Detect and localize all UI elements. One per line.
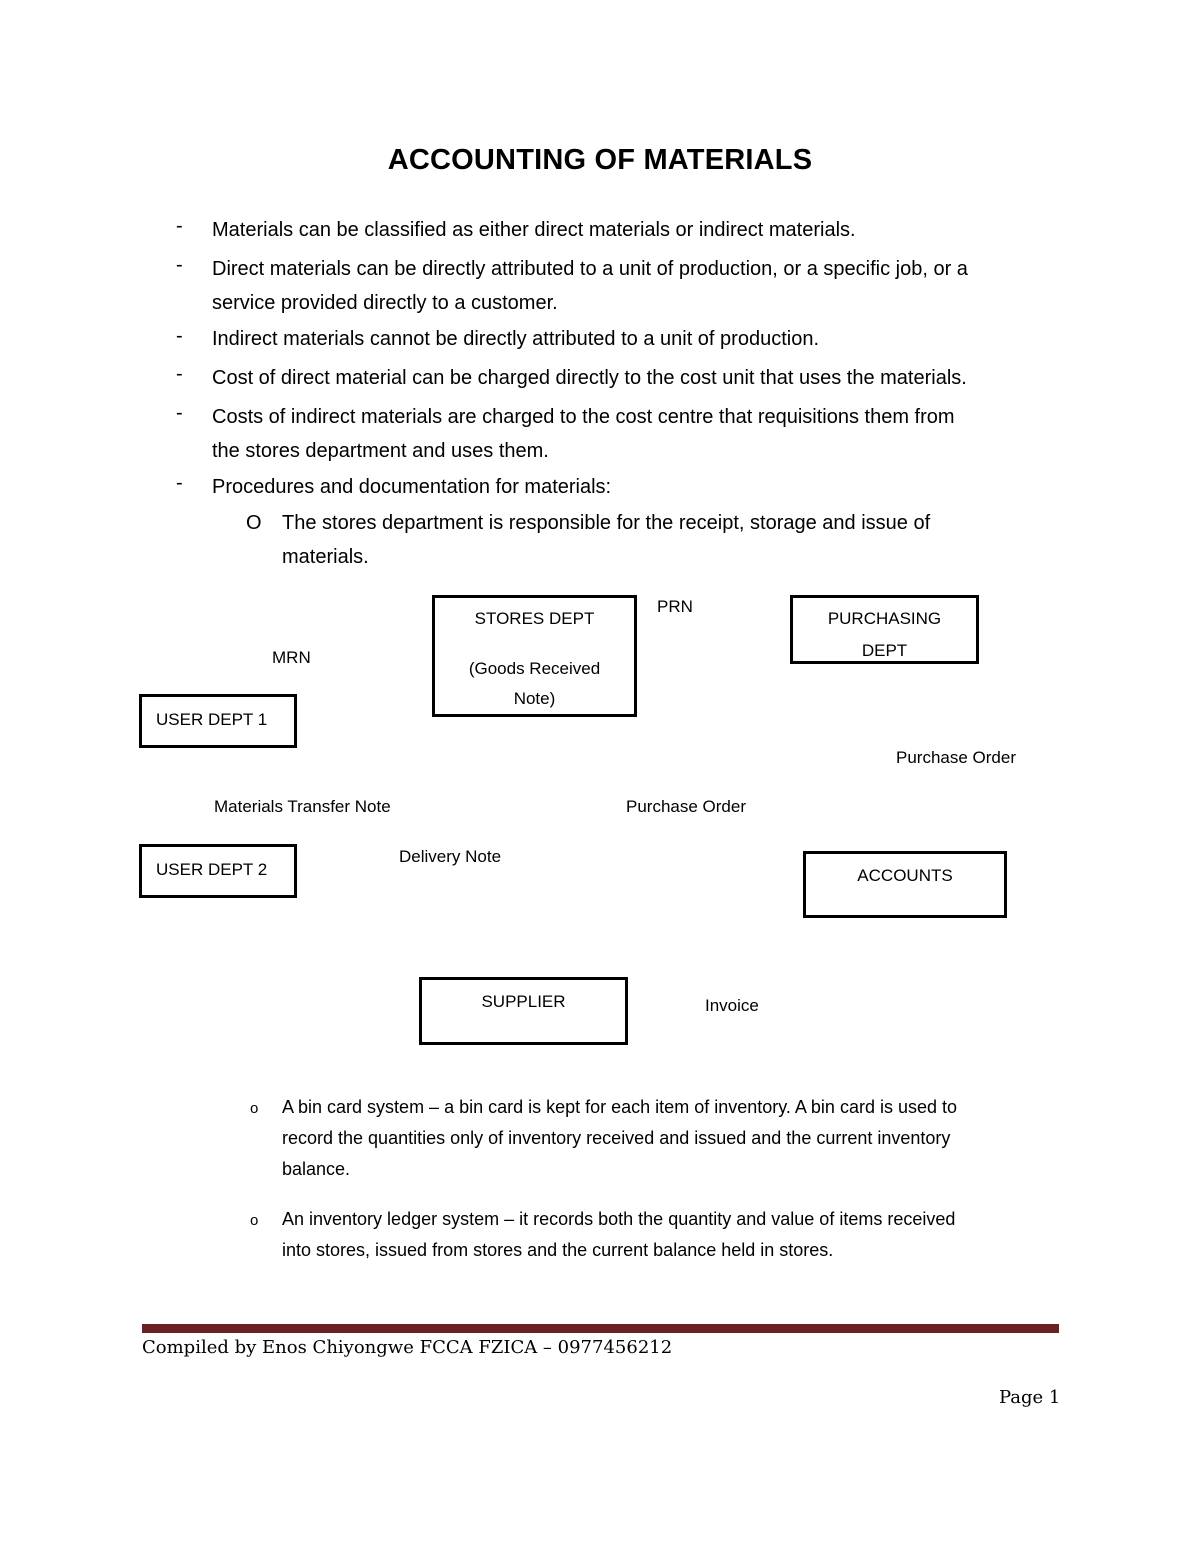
purchasing-dept-line2: DEPT — [861, 641, 908, 660]
stores-dept-box — [432, 595, 637, 717]
sub-bullet-text: The stores department is responsible for the receipt, storage and issue of — [282, 512, 931, 534]
bullet-marker: - — [176, 363, 183, 385]
stores-dept-title: STORES DEPT — [474, 609, 595, 628]
system-text: into stores, issued from stores and the current balance held in stores. — [282, 1240, 834, 1260]
stores-dept-note: (Goods Received — [468, 659, 601, 678]
bullet-text: Costs of indirect materials are charged to the cost centre that requisitions them from — [212, 406, 955, 428]
invoice-label: Invoice — [705, 996, 759, 1015]
purchase-order-label-right: Purchase Order — [896, 748, 1016, 767]
bullet-marker: - — [176, 254, 183, 276]
user-dept-1-label: USER DEPT 1 — [156, 710, 268, 729]
delivery-note-label: Delivery Note — [399, 847, 502, 866]
sub-bullet-marker: O — [246, 512, 262, 534]
stores-dept-note-2: Note) — [513, 689, 556, 708]
mrn-label: MRN — [272, 648, 311, 667]
bullet-marker: - — [176, 472, 183, 494]
system-marker: o — [250, 1100, 259, 1117]
prn-label: PRN — [657, 597, 693, 616]
accounts-box — [803, 851, 1007, 918]
purchase-order-label-mid: Purchase Order — [626, 797, 746, 816]
bullet-text: Indirect materials cannot be directly attributed to a unit of production. — [212, 328, 820, 350]
footer-compiled-by: Compiled by Enos Chiyongwe FCCA FZICA – 0977456212 — [142, 1337, 673, 1358]
materials-transfer-note-label: Materials Transfer Note — [214, 797, 391, 816]
system-text: balance. — [282, 1159, 351, 1179]
bullet-text: Cost of direct material can be charged directly to the cost unit that uses the materials. — [212, 367, 967, 389]
bullet-text: Materials can be classified as either direct materials or indirect materials. — [212, 219, 856, 241]
bullet-marker: - — [176, 215, 183, 237]
system-text: record the quantities only of inventory received and issued and the current inventory — [282, 1128, 951, 1148]
user-dept-1-box — [139, 694, 297, 748]
page-title: ACCOUNTING OF MATERIALS — [387, 144, 813, 176]
user-dept-2-box — [139, 844, 297, 898]
purchasing-dept-line1: PURCHASING — [827, 609, 942, 628]
bullet-text: service provided directly to a customer. — [212, 292, 558, 314]
accounts-label: ACCOUNTS — [857, 866, 953, 885]
system-text: A bin card system – a bin card is kept for each item of inventory. A bin card is used to — [282, 1097, 958, 1117]
sub-bullet-text: materials. — [282, 546, 369, 568]
bullet-marker: - — [176, 402, 183, 424]
user-dept-2-label: USER DEPT 2 — [156, 860, 268, 879]
bullet-text: Procedures and documentation for materials: — [212, 476, 612, 498]
bullet-marker: - — [176, 325, 183, 347]
bullet-text: Direct materials can be directly attributed to a unit of production, or a specific job, or a — [212, 258, 968, 280]
footer-rule — [142, 1324, 1059, 1333]
purchasing-dept-box — [790, 595, 979, 664]
page-number: Page 1 — [999, 1387, 1061, 1408]
system-text: An inventory ledger system – it records both the quantity and value of items received — [282, 1209, 956, 1229]
supplier-label: SUPPLIER — [481, 992, 566, 1011]
bullet-text: the stores department and uses them. — [212, 440, 549, 462]
supplier-box — [419, 977, 628, 1045]
system-marker: o — [250, 1212, 259, 1229]
